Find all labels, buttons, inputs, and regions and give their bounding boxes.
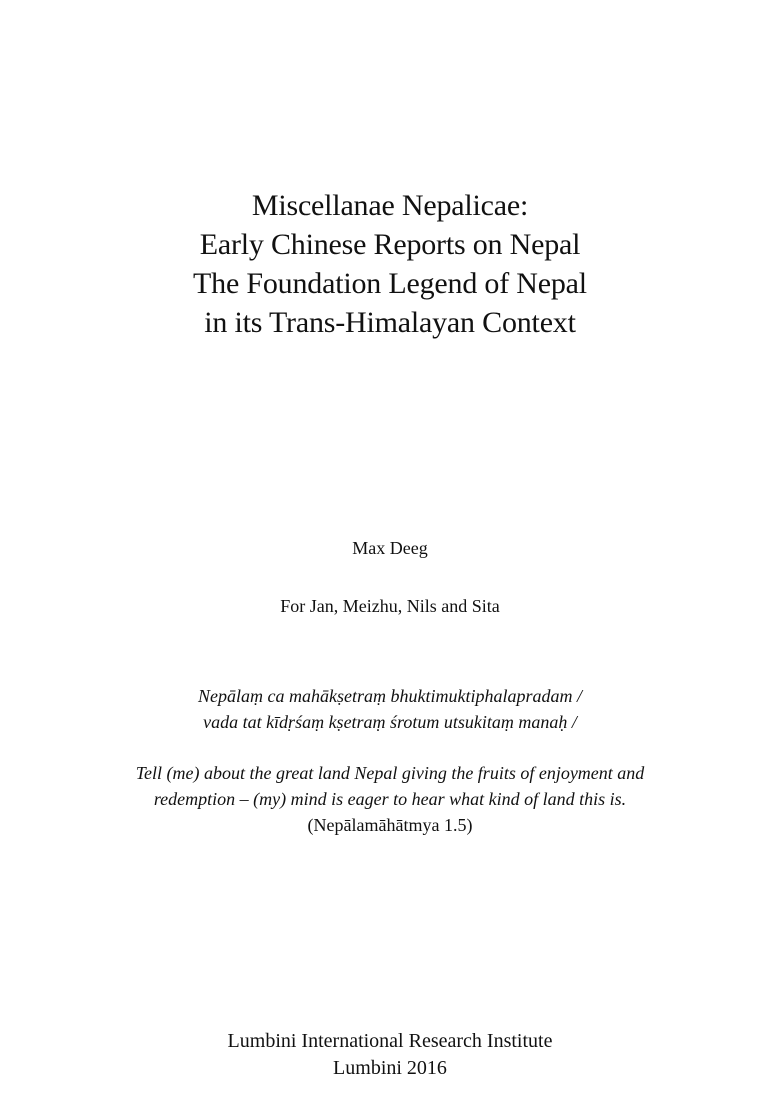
sanskrit-line-1: Nepālaṃ ca mahākṣetraṃ bhuktimuktiphalapradam / [198, 686, 582, 706]
publisher-name: Lumbini International Research Institute [227, 1030, 553, 1052]
epigraph-sanskrit [0, 683, 780, 735]
epigraph-translation [0, 760, 780, 838]
book-title [0, 186, 780, 342]
title-line-4: in its Trans-Himalayan Context [204, 306, 576, 339]
title-line-2: Early Chinese Reports on Nepal [199, 228, 581, 261]
title-line-1: Miscellanae Nepalicae: [251, 189, 529, 222]
dedication: For Jan, Meizhu, Nils and Sita [280, 596, 500, 616]
title-line-3: The Foundation Legend of Nepal [193, 267, 587, 300]
epigraph-source: (Nepālamāhātmya 1.5) [307, 815, 473, 835]
publisher-place-year: Lumbini 2016 [333, 1057, 447, 1079]
publisher [0, 1028, 780, 1082]
author-name: Max Deeg [352, 538, 428, 558]
sanskrit-line-2: vada tat kīdṛśaṃ kṣetraṃ śrotum utsukitaṃ manaḥ / [203, 712, 577, 732]
translation-line-2: redemption – (my) mind is eager to hear what kind of land this is. [153, 789, 627, 809]
translation-line-1: Tell (me) about the great land Nepal giving the fruits of enjoyment and [135, 763, 645, 783]
